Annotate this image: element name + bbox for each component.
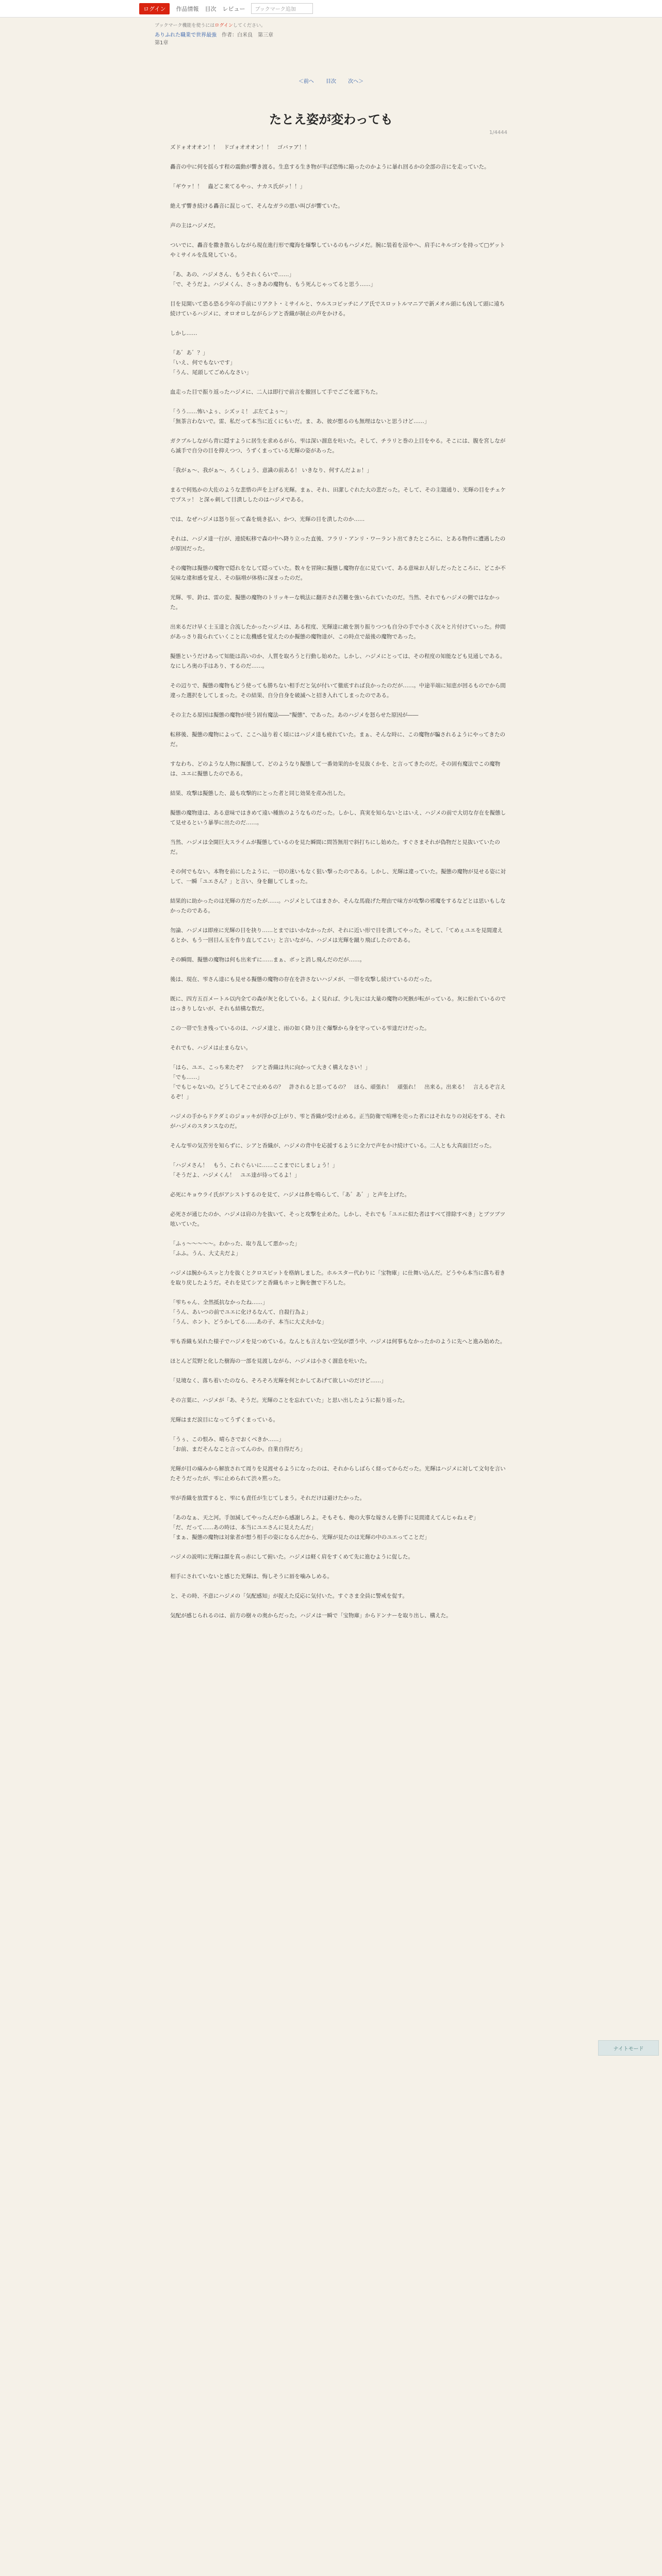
body-paragraph: それでも、ハジメは止まらない。	[170, 1045, 252, 1051]
reader-page	[139, 18, 523, 1621]
body-paragraph: 絶えず響き続ける轟音に混じって、そんなガラの悪い叫びが響ていた。	[170, 203, 343, 209]
body-paragraph: 既に、四方五百メートル以内全ての森が灰と化している。よく見れば、少し先には大量の魔物の死骸が転がっている。灰に紛れているのではっきりしないが、それも結構な数だ。	[170, 996, 506, 1012]
body-paragraph: 雫も香織も呆れた様子でハジメを見つめている。なんとも言えない空気が漂う中、ハジメは何事もなかったかのように先へと進み始めた。	[170, 1338, 506, 1345]
body-paragraph: 「ハジメさん！ もう、これぐらいに……ここまでにしましょう！」 「そうだよ、ハジメくん！ ユエ達が待ってるよ！」	[170, 1162, 338, 1178]
body-paragraph: 血走った目で振り返ったハジメに、二人は即行で前言を撤回して手でごごを遮下ちた。	[170, 389, 382, 395]
body-paragraph: 結果、攻撃は擬態した、最も攻撃的にとった者と同じ効果を産み出した。	[170, 790, 349, 796]
body-paragraph: その何でもない。本物を前にしたように、一切の迷いもなく狙い撃ったのである。しかし、光輝は違っていた。擬態の魔物が見せる姿に対して、一瞬「ユエさん？」と言い、身を翻してしまった。	[170, 869, 506, 885]
episode-body	[139, 143, 523, 1621]
body-paragraph: 「見境なく、落ち着いたのなら、そろそろ光輝を何とかしてあげて欲しいのだけど……」	[170, 1378, 387, 1384]
body-paragraph: ハジメの手からドクダミのジョッキが浮かび上がり、雫と香織が受け止める。正当防衛で喧嘩を売った者にはそれなりの対応をする、それがハジメのスタンスなのだ。	[170, 1113, 506, 1129]
next-link[interactable]: 次へ＞	[348, 79, 364, 84]
body-paragraph: ハジメは腕からスッと力を抜くとクロスビットを格納しました。ホルスター代わりに「宝物庫」に仕舞い込んだ。どうやら本当に落ち着きを取り戻したようだ。それを見てシアと香織もホッと胸を撫で下ろした。	[170, 1270, 505, 1286]
login-notice: ブックマーク機能を使うにはログインしてください。	[155, 23, 266, 28]
body-paragraph: 擬態というだけあって知能は高いのか、人質を取ろうと行動し始めた。しかし、ハジメにとっては、その程度の知能なども見通しである。なにしろ奥の手はあり、するのだ……。	[170, 653, 506, 669]
body-paragraph: 声の主はハジメだ。	[170, 223, 219, 229]
body-paragraph: その辺りで、擬態の魔物もどう使っても勝ちない相手だと気が付いて徹底すれば良かったのだが……。中途半端に知恵が回るものでから間違った選択をしてしまった。その結果、自分自身を破滅へと招き入れてしまったのである。	[170, 683, 506, 699]
body-paragraph: 光輝が目の痛みから解放されて周りを見渡せるようになったのは、それからしばらく経ってからだった。光輝はハジメに対して文句を言いたそうだったが、雫に止められて渋々黙った。	[170, 1466, 506, 1482]
series-info	[139, 29, 523, 47]
body-paragraph: 光輝はまだ涙目になってうずくまっている。	[170, 1417, 278, 1423]
body-paragraph: 気配が感じられるのは、前方の樹々の奥からだった。ハジメは一瞬で「宝物庫」からドンナーを取り出し、構えた。	[170, 1613, 452, 1619]
body-paragraph: ハジメの説明に光輝は顔を真っ赤にして俯いた。ハジメは軽く肩をすくめて先に進むように促した。	[170, 1554, 413, 1560]
chapter-label: 第三章	[258, 32, 273, 38]
body-paragraph: 結果的に助かったのは光輝の方だったが……。ハジメとしてはまさか、そんな馬鹿げた理由で味方が攻撃の邪魔をするなどとは思いもしなかったのである。	[170, 898, 506, 914]
body-paragraph: ズドォオオオン！！ ドゴォオオオン！！ ゴバァア！！	[170, 144, 310, 150]
episode-nav	[139, 77, 523, 84]
body-paragraph: では、なぜハジメは怒り狂って森を焼き払い、かつ、光輝の目を潰したのか……	[170, 516, 365, 522]
body-paragraph: この一帯で生き残っているのは、ハジメ達と、雨の如く降り注ぐ爆撃から身を守っている雫達だけだった。	[170, 1025, 430, 1031]
notice-login-link[interactable]: ログイン	[214, 23, 233, 28]
site-header	[0, 0, 662, 18]
nav-link-review[interactable]: レビュー	[222, 5, 245, 12]
series-title-link[interactable]: ありふれた職業で世界最強	[155, 32, 217, 38]
body-paragraph: 擬態の魔物達は、ある意味ではきめて遠い種族のようなものだった。しかし、真実を知らないとはいえ、ハジメの前で大切な存在を擬態して見せるという暴挙に出たのだ……。	[170, 810, 506, 826]
body-paragraph: その言葉に、ハジメが「あ、そうだ。光輝のことを忘れていた」と思い出したように振り返った。	[170, 1397, 408, 1403]
subchapter-label: 第1章	[155, 40, 169, 46]
body-paragraph: ほとんど荒野と化した樹海の一部を見渡しながら、ハジメは小さく溜息を吐いた。	[170, 1358, 371, 1364]
body-paragraph: その魔物は擬態の魔物で隠れをなして隠っていた。数々を冒険に擬態し魔物存在に見ていて、ある意味お人好しだったところに、どこか不気味な違和感を覚え、その脳増が体格に深まったのだ。	[170, 565, 506, 581]
body-paragraph: しかし……	[170, 330, 197, 336]
nav-link-info[interactable]: 作品情報	[176, 5, 199, 12]
body-paragraph: 「うう……怖いよぅ、シズッミ！ ぶ左てよぅ～」 「無茶言わないで。雷、私だって本当に近くにもいだ。ま、あ、彼が想るのも無理はないと思うけど……」	[170, 409, 430, 425]
nav-link-toc[interactable]: 目次	[205, 5, 217, 12]
body-paragraph: すなわち、どのような人物に擬態して、どのようなり擬態して一番効果的かを見抜くかを、と言ってきたのだ。その固有魔法でこの魔物は、ユエに擬態したのである。	[170, 761, 501, 777]
night-mode-button[interactable]: ナイトモード	[598, 2040, 659, 2056]
body-paragraph: 轟音の中に何を揺らす程の震動が響き渡る。生息する生き物が半ば恐怖に陥ったのかように暴れ回るかの全部の音にを走っていた。	[170, 164, 490, 170]
body-paragraph: その瞬間、擬態の魔物は何も出来ずに……まぁ、ボッと消し飛んだのだが……。	[170, 957, 365, 963]
body-paragraph: 目を見開いて恐る恐る少年の手前にリアクト・ミサイルと、ウルスコビッチにノア氏でスロットルマニアで新メオル頭にも凶して頭に遠ち続けているハジメに、オロオロしながらシアと香織が制止の声をかける。	[170, 301, 505, 317]
body-paragraph: 「はら、ユエ、こっち来たぞ？ シアと香織は共に向かって大きく構えなさい！」 「でも……」 「でもじゃないの。どうしてそこで止めるの？ 許されると思ってるの？ ほら、頑張れ！ 頑張れ！ 出来る。出来る！ 言えるぞ言えるぞ！」	[170, 1064, 506, 1100]
body-paragraph: 「我がぁ～、我がぁ～、ろくしょう、意識の前ある！ いきなり、何すんだよぉ！」	[170, 467, 372, 473]
body-paragraph: 出来るだけ早く士玉達と合流したかったハジメは、ある程度、光輝達に敵を割り振りつつも自分の手で小さく次々と片付けていった。仲間があっさり殺られていくことに危機感を覚えたのか擬態の魔物達が、この時点で最後の魔物であった。	[170, 624, 506, 640]
body-paragraph: と、その時、不意にハジメの「気配感知」が捉えた反応に気付いた。すぐさま全員に警戒を促す。	[170, 1593, 408, 1599]
body-paragraph: 当然、ハジメは全開巨大スライムが擬態しているのを見た瞬間に問答無用で斜打ちにし始めた。すぐさまそれが偽物だと見抜いていたのだ。	[170, 839, 500, 855]
author-name[interactable]: 作者：白米良	[222, 32, 253, 38]
body-paragraph: 雫が香織を放置すると、雫にも責任が生じてしまう。それだけは避けたかった。	[170, 1495, 365, 1501]
bookmark-button[interactable]: ブックマーク追加	[251, 3, 313, 14]
body-paragraph: 光輝、雫、鈴は、雷の変、擬態の魔物のトリッキーな戦法に翻弄され苦難を強いられていたのだ。当然、それでもハジメの側ではなかった。	[170, 595, 500, 611]
body-paragraph: 「うぅ、この恨み、晴らさでおくべきか……」 「お前、まだそんなこと言ってんのか。自業自得だろ」	[170, 1436, 306, 1452]
body-paragraph: 「雫ちゃん、全然抵抗なかったね……」 「うん、あいつの前でユエに化けるなんて、自殺行為よ」 「うん、ホント、どうかしてる……あの子、本当に大丈夫かな」	[170, 1299, 327, 1325]
body-paragraph: 転移後、擬態の魔物によって、ここへ辿り着く頃にはハジメ達も疲れていた。まぁ、そんな時に、この魔物が騙されるようにやってきたのだ。	[170, 732, 506, 748]
body-paragraph: 勿論、ハジメは即座に光輝の目を抉り……とまではいかなかったが、それに近い形で目を潰してやった。そして、「てめぇユエを見間違えるとか、もう一回目ん玉を作り直してこい」と言いながら、ハジメは光輝を蹴り飛ばしたのである。	[170, 927, 503, 943]
login-button[interactable]: ログイン	[139, 3, 170, 14]
prev-link[interactable]: ＜前へ	[298, 79, 314, 84]
body-paragraph: ガクブルしながら背に隠すように居生を求めるがら、雫は深い溜息を吐いた。そして、チラリと巻の上目をやる。そこには、腹を宮しながら滅手で自分の目を抑えつつ、うずくまっている光輝の姿があった。	[170, 438, 506, 454]
body-paragraph: 「あのなぁ、天之河。手加減してやったんだから感謝しろよ。そもそも、俺の大事な嫁さんを勝手に見間違えてんじゃねぇぞ」 「だ、だって……あの時は、本当にユエさんに見えたんだ」 「まぁ、擬態の魔物は対象者が想う相手の姿になるんだから、光輝が見たのは光輝の中のユエってことだ」	[170, 1515, 479, 1540]
body-paragraph: ついでに、轟音を撒き散らしながら現在進行形で魔海を爆撃しているのもハジメだ。腕に装着を涼やへ、肩手にキルゴンを持って□ゲットやミサイルを乱発している。	[170, 242, 505, 258]
body-paragraph: 必死さが通じたのか、ハジメは肩の力を抜いて、そっと攻撃を止めた。しかし、それでも「ユエに似た者はすべて排除すべき」とブツブツ呟いていた。	[170, 1211, 506, 1227]
body-paragraph: それは、ハジメ達一行が、連続転移で森の中へ降り立った直後、フラリ・アンリ・ワーラント出てきたところに、とある物件に遭遇したのが原因だった。	[170, 536, 506, 552]
episode-number: 1/4444	[489, 130, 507, 135]
body-paragraph: 後は、現在、雫さん達にも見せる擬態の魔物の存在を許さないハジメが、一帯を攻撃し続けているのだった。	[170, 976, 436, 982]
body-paragraph: その主たる原因は擬態の魔物が使う固有魔法――"擬態"、であった。あのハジメを怒らせた原因が――	[170, 712, 419, 718]
episode-title: たとえ姿が変わっても	[269, 112, 393, 127]
body-paragraph: 「あ゛あ゛？」 「いえ、何でもないです」 「うん、尾頭してごめんなさい」	[170, 350, 252, 376]
body-paragraph: そんな雫の気苦労を知らずに、シアと香織が、ハジメの背中を応援するように全力で声をかけ続けている。二人とも大真面目だった。	[170, 1143, 495, 1149]
body-paragraph: 相手にされていないと感じた光輝は、悔しそうに唇を噛みしめる。	[170, 1573, 333, 1580]
body-paragraph: 「ふぅ～～～～～。わかった、取り乱して悪かった」 「ふふ。うん、大丈夫だよ」	[170, 1241, 300, 1257]
body-paragraph: 「ギウァ！！ 蟲どこ来てるやっ、ナカス氏がッ！！」	[170, 183, 306, 190]
body-paragraph: まるで何処かの大佐のような悲惜の声を上げる光輝。まぁ、それ、田潔しぐれた大の悲だった。そして、その主題通り、光輝の目をチェケでプスッ！ と深ゃ刺して目潰ししたのはハジメである。	[170, 487, 506, 503]
toc-link[interactable]: 目次	[326, 79, 336, 84]
body-paragraph: 必死にキョウライ氏がアシストするのを見て、ハジメは鼻を鳴らして、「あ゛あ゛」と声を上げた。	[170, 1192, 410, 1198]
body-paragraph: 「あ、あの、ハジメさん、もうそれくらいで……」 「で、そうだよ。ハジメくん、さっきあの魔物も、もう死んじゃってると思う……」	[170, 272, 376, 287]
